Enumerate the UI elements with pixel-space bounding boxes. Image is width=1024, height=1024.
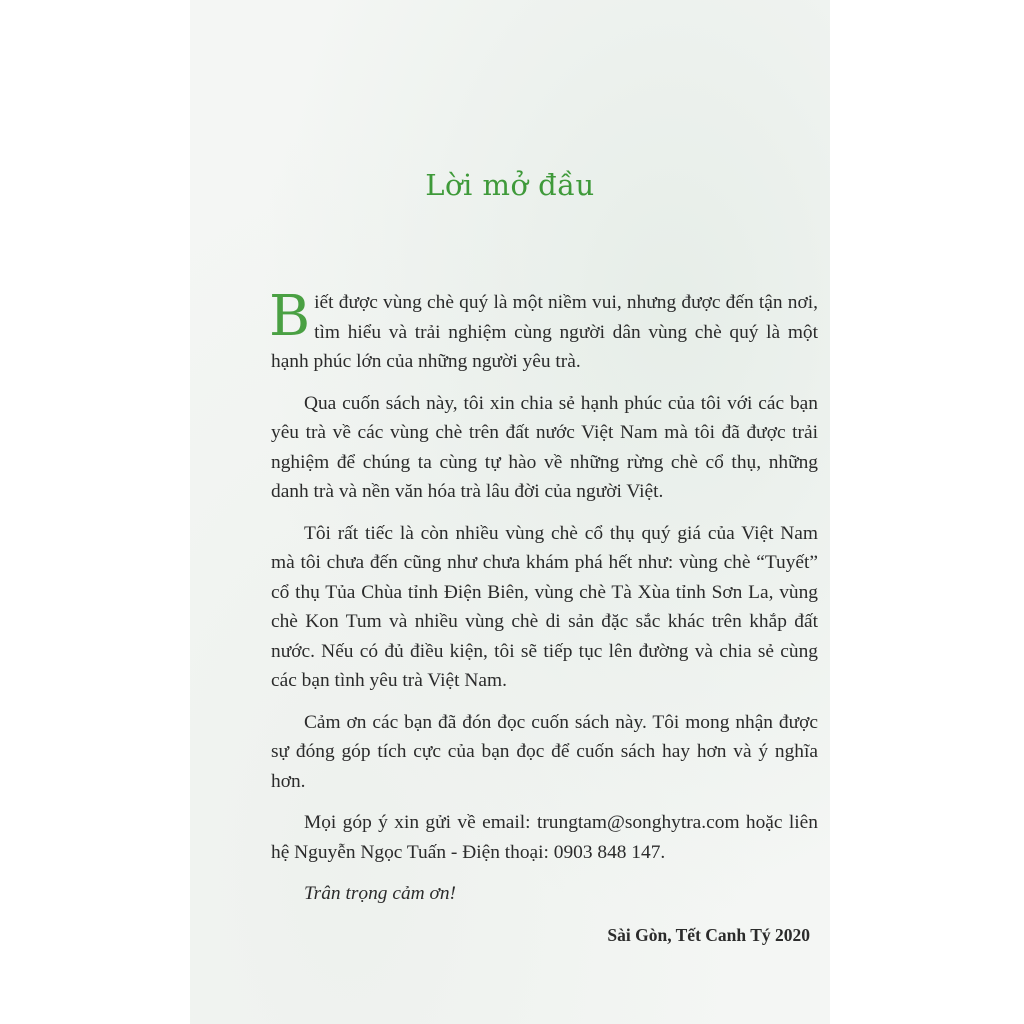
paragraph-4: Cảm ơn các bạn đã đón đọc cuốn sách này. Tôi mong nhận được sự đóng góp tích cực của bạn đọc để cuốn sách hay hơn và ý nghĩa hơn.: [271, 711, 818, 792]
book-page: [190, 0, 830, 1024]
closing-line: Trân trọng cảm ơn!: [303, 883, 456, 904]
signature-line: Sài Gòn, Tết Canh Tý 2020: [607, 924, 810, 945]
paragraph-5: Mọi góp ý xin gửi về email: trungtam@songhytra.com hoặc liên hệ Nguyễn Ngọc Tuấn - Điện thoại: 0903 848 147.: [271, 812, 818, 863]
paragraph-2: Qua cuốn sách này, tôi xin chia sẻ hạnh phúc của tôi với các bạn yêu trà về các vùng chè trên đất nước Việt Nam mà tôi đã được trải nghiệm để chúng ta cùng tự hào về những rừng chè cổ thụ, những danh trà và nền văn hóa trà lâu đời của người Việt.: [271, 392, 818, 502]
paragraph-3: Tôi rất tiếc là còn nhiều vùng chè cổ thụ quý giá của Việt Nam mà tôi chưa đến cũng như chưa khám phá hết như: vùng chè “Tuyết” cổ thụ Tủa Chùa tỉnh Điện Biên, vùng chè Tà Xùa tỉnh Sơn La, vùng chè Kon Tum và nhiều vùng chè di sản đặc sắc khác trên khắp đất nước. Nếu có đủ điều kiện, tôi sẽ tiếp tục lên đường và chia sẻ cùng các bạn tình yêu trà Việt Nam.: [271, 522, 818, 691]
paragraph-1-text: iết được vùng chè quý là một niềm vui, nhưng được đến tận nơi, tìm hiểu và trải nghiệm cùng người dân vùng chè quý là một hạnh phúc lớn của những người yêu trà.: [271, 292, 818, 372]
page-title: Lời mở đầu: [425, 168, 595, 202]
drop-cap: B: [269, 284, 311, 349]
preface-body: [269, 284, 818, 950]
paragraph-1: [269, 284, 818, 377]
